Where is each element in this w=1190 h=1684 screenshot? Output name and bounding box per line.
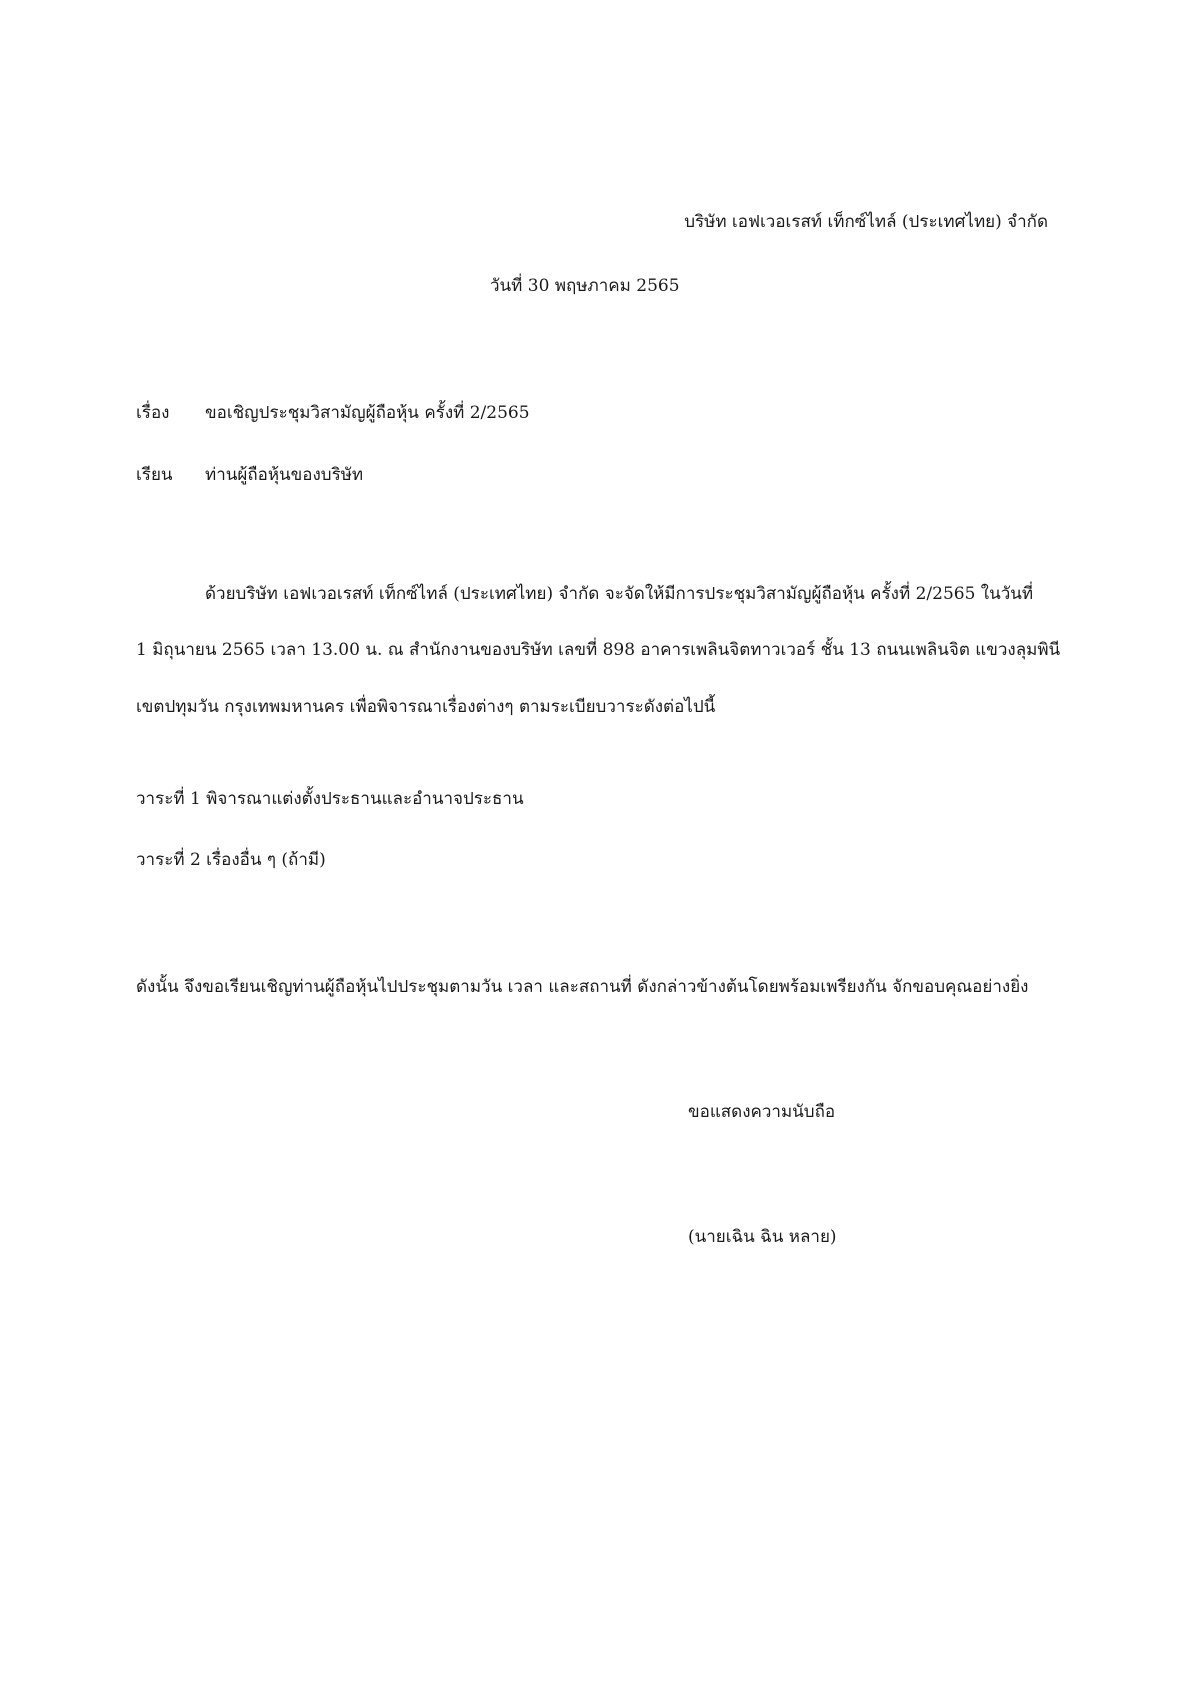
body-line: 1 มิถุนายน 2565 เวลา 13.00 น. ณ สำนักงานของบริษัท เลขที่ 898 อาคารเพลินจิตทาวเวอร์ ชั้น 13 ถนนเพลินจิต แขวงลุมพินี <box>136 640 1061 660</box>
company-name: บริษัท เอฟเวอเรสท์ เท็กซ์ไทล์ (ประเทศไทย) จำกัด <box>684 212 1048 232</box>
agenda-item-1: วาระที่ 1 พิจารณาแต่งตั้งประธานและอำนาจประธาน <box>136 789 524 809</box>
subject-label: เรื่อง <box>136 403 170 423</box>
subject-value: ขอเชิญประชุมวิสามัญผู้ถือหุ้น ครั้งที่ 2/2565 <box>205 403 530 423</box>
signatory-name: (นายเฉิน ฉิน หลาย) <box>688 1227 837 1247</box>
agenda-item-2: วาระที่ 2 เรื่องอื่น ๆ (ถ้ามี) <box>136 850 326 870</box>
letter-date: วันที่ 30 พฤษภาคม 2565 <box>490 276 680 296</box>
recipient-value: ท่านผู้ถือหุ้นของบริษัท <box>205 465 364 485</box>
closing-paragraph: ดังนั้น จึงขอเรียนเชิญท่านผู้ถือหุ้นไปประชุมตามวัน เวลา และสถานที่ ดังกล่าวข้างต้นโดยพร้อมเพรียงกัน จักขอบคุณอย่างยิ่ง <box>136 977 1029 997</box>
complimentary-close: ขอแสดงความนับถือ <box>688 1102 836 1122</box>
recipient-label: เรียน <box>136 465 173 485</box>
body-line: เขตปทุมวัน กรุงเทพมหานคร เพื่อพิจารณาเรื่องต่างๆ ตามระเบียบวาระดังต่อไปนี้ <box>136 697 716 717</box>
body-line: ด้วยบริษัท เอฟเวอเรสท์ เท็กซ์ไทล์ (ประเทศไทย) จำกัด จะจัดให้มีการประชุมวิสามัญผู้ถือหุ้น ครั้งที่ 2/2565 ในวันที่ <box>205 584 1034 604</box>
